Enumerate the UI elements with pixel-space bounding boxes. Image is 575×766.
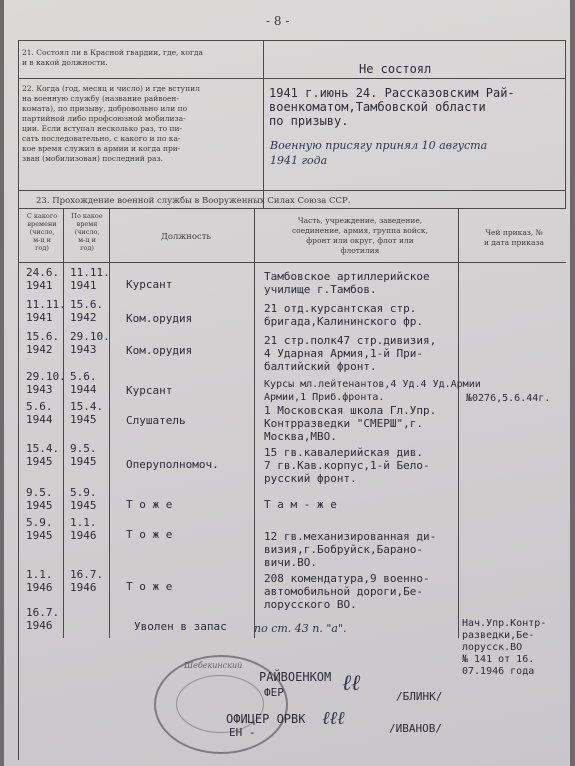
col-divider-from: [63, 208, 64, 638]
row2-unit: 21 отд.курсантская стр. бригада,Калининского фр.: [264, 302, 423, 328]
q22-answer-handwritten: Военную присягу принял 10 августа 1941 года: [270, 139, 488, 167]
signature-mark-2: ЕН -: [229, 726, 256, 739]
row10-order: Нач.Упр.Контр- разведки,Бе- лорусск.ВО № 141 от 16. 07.1946 года: [462, 618, 547, 677]
q22-question: 22. Когда (год, месяц и число) и где вступил на военную службу (название райвоен- комата), по призыву, добровольно или по партийной либо профсоюзной мобилиза- ции. Если вступал несколько раз, то пи- сать последовательно, с какого и по ка- кое время служил в армии и когда при- зван (мобилизован) последний раз.: [22, 84, 200, 163]
row1-unit: Тамбовское артиллерийское училище г.Тамбов.: [264, 270, 430, 296]
row5-to: 15.4. 1945: [70, 400, 104, 426]
row4-from: 29.10. 1943: [26, 370, 66, 396]
row3-to: 29.10. 1943: [70, 330, 110, 356]
row5-from: 5.6. 1944: [26, 400, 53, 426]
header-position: Должность: [160, 232, 212, 242]
header-bottom-line: [18, 262, 566, 263]
row8-position: Т о ж е: [126, 528, 173, 541]
row9-position: Т о ж е: [126, 580, 173, 593]
row4-order: №0276,5.6.44г.: [466, 393, 551, 404]
row4-to: 5.6. 1944: [70, 370, 97, 396]
table-right-border: [565, 40, 566, 208]
row5-unit: 1 Московская школа Гл.Упр. Контрразведки "СМЕРШ",г. Москва,МВО.: [264, 404, 437, 443]
row6-from: 15.4. 1945: [26, 442, 60, 468]
row9-unit: 208 комендатура,9 военно- автомобильной дороги,Бе- лорусского ВО.: [264, 572, 430, 611]
signature-scribble-1: ℓℓ: [342, 671, 361, 696]
q21-bottom-line: [18, 78, 566, 79]
header-to: По какое время (число, м-ц и год): [71, 212, 103, 252]
q21-answer: Не состоял: [359, 62, 432, 76]
row7-unit: Т а м - ж е: [264, 498, 337, 511]
table-top-border: [18, 40, 566, 41]
row2-position: Ком.орудия: [126, 312, 193, 325]
row10-discharge-note: по ст. 43 п. "а".: [254, 622, 347, 635]
row6-to: 9.5. 1945: [70, 442, 97, 468]
row8-from: 5.9. 1945: [26, 516, 53, 542]
row3-position: Ком.орудия: [126, 344, 193, 357]
signature-mark-1: ФЕР: [264, 686, 284, 699]
row9-to: 16.7. 1946: [70, 568, 104, 594]
q21-question: 21. Состоял ли в Красной гвардии, где, когда и в какой должности.: [22, 48, 204, 67]
header-unit: Часть, учреждение, заведение, соединение, армия, группа войск, фронт или округ, флот или флотилия: [291, 216, 429, 255]
header-order: Чей приказ, № и дата приказа: [484, 228, 544, 247]
col-divider-position: [254, 208, 255, 638]
row6-unit: 15 гв.кавалерийская див. 7 гв.Кав.корпус,1-й Бело- русский фронт.: [264, 446, 430, 485]
row10-position: Уволен в запас: [134, 620, 227, 633]
row8-unit: 12 гв.механизированная ди- визия,г.Бобруйск,Барано- вичи.ВО.: [264, 530, 437, 569]
row4-position: Курсант: [126, 384, 173, 397]
table-left-border: [18, 40, 19, 760]
q21-divider: [263, 40, 264, 208]
q23-title: 23. Прохождение военной службы в Вооруженных Силах Союза ССР.: [36, 196, 351, 206]
q23-title-line: [18, 208, 566, 209]
signature-title-2: ОФИЦЕР ОРВК: [226, 712, 306, 726]
stamp-text: Шебекинский: [184, 661, 243, 670]
row1-from: 24.6. 1941: [26, 266, 60, 292]
row8-to: 1.1. 1946: [70, 516, 97, 542]
row3-unit: 21 стр.полк47 стр.дивизия, 4 Ударная Армия,1-й При- балтийский фронт.: [264, 334, 437, 373]
row2-from: 11.11. 1941: [26, 298, 66, 324]
row5-position: Слушатель: [126, 414, 186, 427]
q22-answer-typed: 1941 г.июнь 24. Рассказовским Рай- военкоматом,Тамбовской области по призыву.: [269, 86, 515, 128]
row7-to: 5.9. 1945: [70, 486, 97, 512]
signature-scribble-2: ℓℓℓ: [322, 708, 345, 729]
row9-from: 1.1. 1946: [26, 568, 53, 594]
signature-title-1: РАЙВОЕНКОМ: [259, 670, 332, 684]
row2-to: 15.6. 1942: [70, 298, 104, 324]
q22-bottom-line: [18, 190, 566, 191]
signature-name-1: /БЛИНК/: [396, 690, 443, 703]
row7-position: Т о ж е: [126, 498, 173, 511]
page-number: - 8 -: [266, 14, 290, 28]
row3-from: 15.6. 1942: [26, 330, 60, 356]
row6-position: Оперуполномоч.: [126, 458, 219, 471]
row1-to: 11.11. 1941: [70, 266, 110, 292]
document-page: [4, 0, 570, 766]
signature-name-2: /ИВАНОВ/: [389, 722, 442, 735]
row1-position: Курсант: [126, 278, 173, 291]
row4-unit: Курсы мл.лейтенантов,4 Уд.4 Уд.Армии Армии,1 Приб.фронта.: [264, 379, 481, 403]
col-divider-unit: [458, 208, 459, 638]
row10-from: 16.7. 1946: [26, 606, 60, 632]
header-from: С какого времени (число, м-ц и год): [26, 212, 58, 252]
row7-from: 9.5. 1945: [26, 486, 53, 512]
